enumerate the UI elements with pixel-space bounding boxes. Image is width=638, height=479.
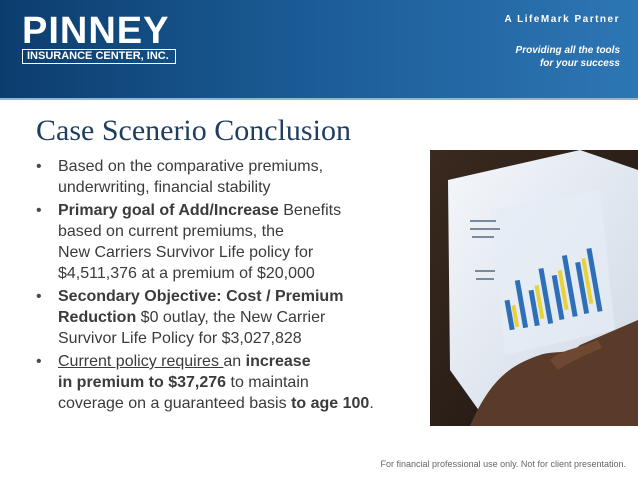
- report-photo-image: [430, 150, 638, 426]
- company-logo: PINNEY: [22, 10, 170, 52]
- bullet-4-underline: Current policy requires: [58, 353, 224, 370]
- bullet-1-line-1: Based on the comparative premiums,: [58, 158, 324, 175]
- report-photo: [430, 150, 638, 426]
- bullet-list: [36, 156, 436, 416]
- bullet-3-bold-1: Secondary Objective: Cost / Premium: [58, 288, 344, 305]
- bullet-dot: •: [36, 158, 42, 175]
- header-banner: [0, 0, 638, 100]
- bullet-4-bold-2: in premium to $37,276: [58, 374, 227, 391]
- bullet-4-bold-3: to age 100: [291, 395, 370, 412]
- bullet-4-text-2: to maintain: [226, 374, 309, 391]
- bullet-4-text-3: coverage on a guaranteed basis: [58, 395, 292, 412]
- partner-text: A LifeMark Partner: [504, 14, 620, 25]
- bullet-2-line-3: New Carriers Survivor Life policy for: [58, 244, 314, 261]
- bullet-4-period: .: [369, 395, 374, 412]
- bullet-2-bold: Primary goal of Add/Increase: [58, 202, 279, 219]
- bullet-1-line-2: underwriting, financial stability: [58, 179, 271, 196]
- bullet-item: [36, 200, 436, 284]
- bullet-4-bold-1: increase: [245, 353, 311, 370]
- tagline-line-1: Providing all the tools: [515, 45, 620, 56]
- bullet-dot: •: [36, 353, 42, 370]
- bullet-3-line-3: Survivor Life Policy for $3,027,828: [58, 330, 302, 347]
- company-logo-subtitle: INSURANCE CENTER, INC.: [22, 49, 176, 64]
- bullet-item: [36, 286, 436, 349]
- bullet-2-line-2: based on current premiums, the: [58, 223, 284, 240]
- bullet-item: [36, 351, 436, 414]
- bullet-2-line-4: $4,511,376 at a premium of $20,000: [58, 265, 315, 282]
- footer-disclaimer: For financial professional use only. Not for client presentation.: [380, 459, 626, 469]
- bullet-3-bold-2: Reduction: [58, 309, 137, 326]
- tagline: [516, 44, 620, 70]
- bullet-dot: •: [36, 288, 42, 305]
- bullet-2-text: Benefits: [278, 202, 342, 219]
- bullet-item: [36, 156, 436, 198]
- bullet-4-text-1: an: [223, 353, 246, 370]
- slide-title: Case Scenerio Conclusion: [36, 114, 351, 147]
- tagline-line-2: for your success: [539, 58, 620, 69]
- bullet-3-text: $0 outlay, the New Carrier: [136, 309, 326, 326]
- bullet-dot: •: [36, 202, 42, 219]
